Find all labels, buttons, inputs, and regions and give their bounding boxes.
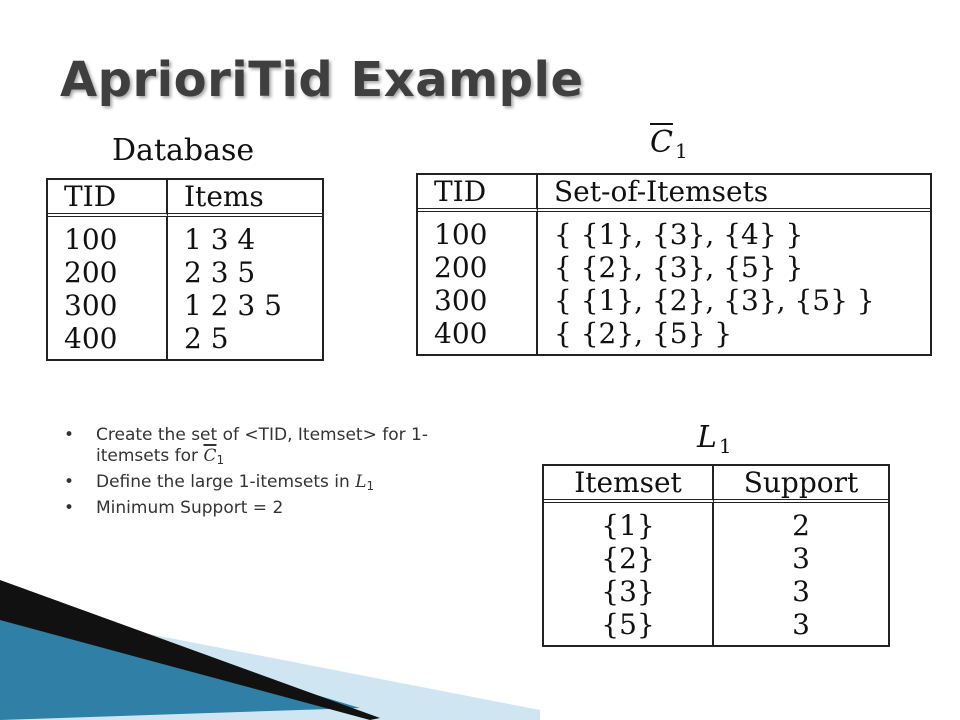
bullet-math-sub: 1	[366, 479, 375, 493]
bullet-text: Minimum Support = 2	[96, 498, 284, 518]
table-header-row	[544, 466, 888, 503]
tid-cell: 200	[418, 251, 538, 284]
c1-table	[416, 173, 932, 356]
decorative-swoosh	[0, 560, 540, 720]
bullet-dot-icon: •	[64, 472, 75, 492]
table-row	[544, 575, 888, 608]
table-row	[48, 322, 322, 359]
table-row	[544, 542, 888, 575]
c1-caption	[650, 125, 688, 163]
support-cell: 2	[792, 509, 810, 542]
bullet-item	[60, 472, 480, 497]
itemsets-cell: { {2}, {5} }	[554, 317, 733, 350]
bullet-text: Create the set of <TID, Itemset> for 1-itemsets for	[96, 425, 428, 466]
column-header-itemset: Itemset	[544, 466, 714, 503]
tid-cell: 300	[418, 284, 538, 317]
column-header-tid: TID	[418, 175, 538, 212]
table-row	[418, 317, 930, 354]
bullet-item	[60, 498, 480, 519]
slide-title: AprioriTid Example	[60, 52, 584, 108]
table-row	[544, 608, 888, 645]
table-row	[48, 256, 322, 289]
table-header-row	[418, 175, 930, 212]
l1-table	[542, 464, 890, 647]
bullet-list	[60, 425, 480, 520]
column-header-support: Support	[714, 466, 888, 503]
items-cell: 1 2 3 5	[184, 289, 282, 322]
support-cell: 3	[792, 608, 810, 641]
table-row	[48, 289, 322, 322]
itemset-cell: {3}	[544, 575, 714, 608]
bullet-text: Define the large 1-itemsets in	[96, 472, 350, 492]
l1-caption-letter: L	[697, 420, 717, 455]
database-table	[46, 178, 324, 361]
table-row	[48, 217, 322, 256]
tid-cell: 200	[48, 256, 168, 289]
items-cell: 2 3 5	[184, 256, 256, 289]
database-caption: Database	[112, 133, 255, 168]
column-header-tid: TID	[48, 180, 168, 217]
table-row	[544, 503, 888, 542]
bullet-math-c: $\overline{C}$	[203, 446, 217, 466]
tid-cell: 100	[48, 217, 168, 256]
l1-caption-subscript: 1	[718, 434, 732, 458]
table-row	[418, 251, 930, 284]
itemset-cell: {1}	[544, 503, 714, 542]
table-row	[418, 212, 930, 251]
tid-cell: 400	[48, 322, 168, 359]
bullet-dot-icon: •	[64, 425, 75, 445]
itemset-cell: {5}	[544, 608, 714, 645]
bullet-math-sub: 1	[216, 453, 225, 467]
table-row	[418, 284, 930, 317]
bullet-item	[60, 425, 480, 471]
column-header-items: Items	[168, 180, 322, 217]
items-cell: 1 3 4	[184, 223, 256, 256]
itemsets-cell: { {1}, {3}, {4} }	[554, 218, 804, 251]
l1-caption	[697, 420, 732, 458]
tid-cell: 400	[418, 317, 538, 354]
itemsets-cell: { {1}, {2}, {3}, {5} }	[554, 284, 875, 317]
column-header-set-of-itemsets: Set-of-Itemsets	[538, 175, 930, 212]
bullet-dot-icon: •	[64, 498, 75, 518]
tid-cell: 300	[48, 289, 168, 322]
c1-caption-subscript: 1	[674, 139, 688, 163]
support-cell: 3	[792, 575, 810, 608]
itemset-cell: {2}	[544, 542, 714, 575]
itemsets-cell: { {2}, {3}, {5} }	[554, 251, 804, 284]
table-header-row	[48, 180, 322, 217]
c1-caption-letter: $\overline{C}$	[650, 125, 673, 160]
tid-cell: 100	[418, 212, 538, 251]
items-cell: 2 5	[184, 322, 229, 355]
bullet-math-l: L	[355, 472, 367, 492]
support-cell: 3	[792, 542, 810, 575]
